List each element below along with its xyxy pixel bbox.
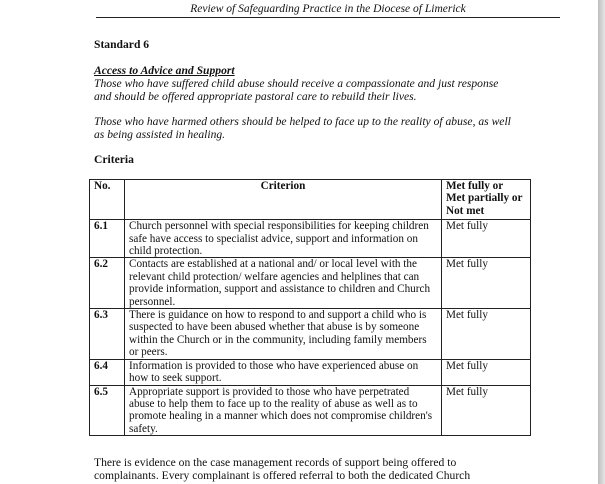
criterion-line: safety. — [129, 422, 158, 435]
criterion-line: suspected to have been abused whether that abuse is by someone — [129, 321, 420, 334]
row-number: 6.5 — [90, 385, 125, 436]
row-criterion — [125, 258, 442, 309]
criterion-line: Church personnel with special responsibilities for keeping children — [129, 220, 429, 233]
criterion-line: how to seek support. — [129, 372, 222, 385]
criterion-line: abuse to help them to face up to the reality of abuse as well as to — [129, 397, 418, 410]
row-criterion — [125, 359, 442, 385]
column-header-criterion: Criterion — [125, 180, 442, 220]
column-header-no: No. — [90, 180, 125, 220]
body-paragraph — [94, 456, 534, 482]
criterion-line: Information is provided to those who have experienced abuse on — [129, 359, 419, 372]
criteria-table — [89, 179, 531, 436]
standard-intro — [94, 64, 498, 104]
column-header-status — [442, 180, 531, 220]
standard-paragraph-2-line-2: as being assisted in healing. — [94, 128, 226, 142]
body-paragraph-line-1: There is evidence on the case management records of support being offered to — [94, 456, 457, 469]
row-status: Met fully — [442, 220, 531, 258]
table-row — [90, 309, 531, 360]
criterion-line: within the Church or in the community, including family members — [129, 333, 427, 346]
criterion-line: child protection. — [129, 245, 203, 258]
row-status: Met fully — [442, 258, 531, 309]
running-header: Review of Safeguarding Practice in the Diocese of Limerick — [96, 3, 560, 18]
standard-paragraph-1-line-2: and should be offered appropriate pastoral care to rebuild their lives. — [94, 90, 417, 104]
standard-title: Standard 6 — [94, 38, 150, 51]
row-criterion — [125, 220, 442, 258]
criterion-line: personnel. — [129, 295, 176, 308]
criterion-line: Appropriate support is provided to those who have perpetrated — [129, 385, 410, 398]
row-status: Met fully — [442, 309, 531, 360]
row-status: Met fully — [442, 359, 531, 385]
table-row — [90, 359, 531, 385]
table-row — [90, 385, 531, 436]
row-number: 6.1 — [90, 220, 125, 258]
standard-paragraph-2 — [94, 115, 511, 141]
criterion-line: provide information, support and assistance to children and Church — [129, 283, 431, 296]
row-number: 6.3 — [90, 309, 125, 360]
row-criterion — [125, 385, 442, 436]
criterion-line: There is guidance on how to respond to and support a child who is — [129, 309, 427, 322]
criterion-line: or peers. — [129, 346, 168, 359]
table-row — [90, 258, 531, 309]
row-number: 6.4 — [90, 359, 125, 385]
table-header-row — [90, 180, 531, 220]
column-header-status-line-2: Met partially or — [446, 192, 523, 205]
row-number: 6.2 — [90, 258, 125, 309]
criterion-line: Contacts are established at a national and/ or local level with the — [129, 258, 417, 271]
row-criterion — [125, 309, 442, 360]
criterion-line: relevant child protection/ welfare agencies and helplines that can — [129, 270, 420, 283]
column-header-status-line-3: Not met — [446, 204, 485, 217]
body-paragraph-line-2: complainants. Every complainant is offered referral to both the dedicated Church — [94, 469, 471, 483]
standard-subtitle: Access to Advice and Support — [94, 64, 235, 77]
criteria-heading: Criteria — [94, 153, 134, 166]
table-row — [90, 220, 531, 258]
page-edge-scrollbar[interactable] — [598, 0, 605, 484]
standard-paragraph-2-line-1: Those who have harmed others should be helped to face up to the reality of abuse, as well — [94, 115, 511, 128]
criterion-line: safe have access to specialist advice, support and information on — [129, 232, 418, 245]
column-header-status-line-1: Met fully or — [446, 180, 504, 192]
standard-paragraph-1-line-1: Those who have suffered child abuse should receive a compassionate and just response — [94, 77, 499, 91]
row-status: Met fully — [442, 385, 531, 436]
criterion-line: promote healing in a manner which does not compromise children's — [129, 410, 433, 423]
